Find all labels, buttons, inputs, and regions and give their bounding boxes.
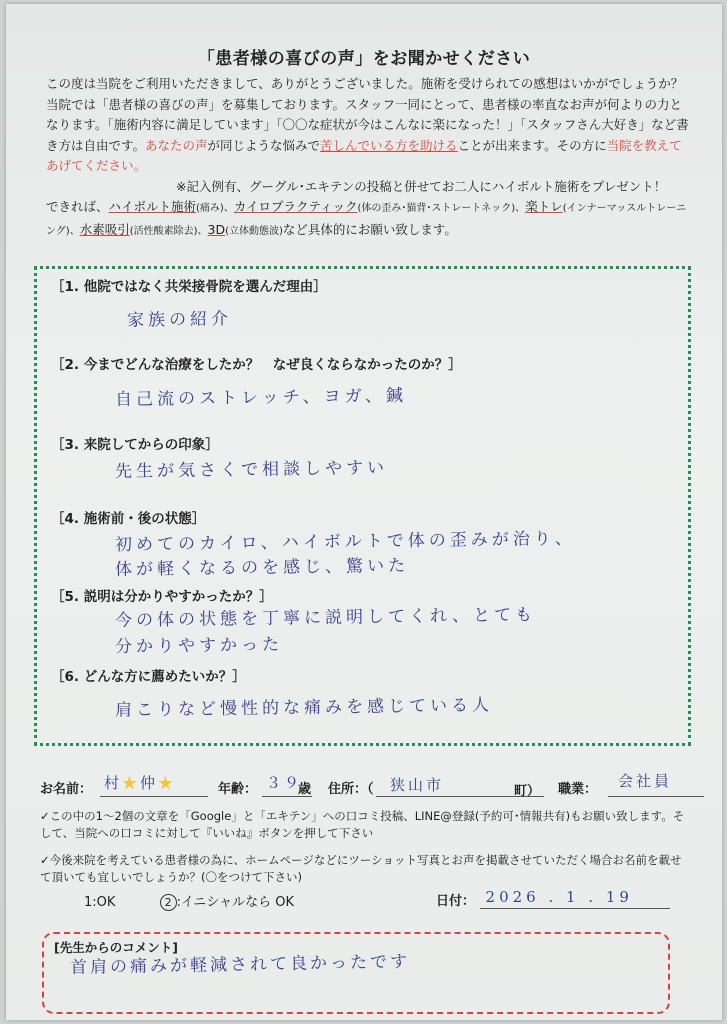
question-3-label: ［3. 来院してからの印象］ <box>51 437 219 453</box>
intro-paragraph-2: 当院では「患者様の喜びの声」を募集しております。スタッフ一同にとって、患者様の率直なお声が何よりの力となります。「施術内容に満足しています」「〇〇な症状が今はこんなに楽になった！」「スタッフさん大好き」など書き方は自由です。あなたの声が同じような悩みで苦しんでいる方を助けることが出来ます。その方に当院を教えてあげてください。 <box>46 96 689 173</box>
job-label: 職業： <box>558 782 598 797</box>
age-underline <box>262 796 312 797</box>
comment-label: [先生からのコメント] <box>54 940 178 955</box>
questions-box <box>34 266 691 746</box>
option-initials-label[interactable]: :イニシャルなら OK <box>176 895 295 910</box>
question-4-answer-line-1[interactable]: 初めてのカイロ、ハイボルトで体の歪みが治り、 <box>114 528 576 556</box>
name-value[interactable]: 村★仲★ <box>104 774 177 792</box>
question-2-answer[interactable]: 自己流のストレッチ、ヨガ、鍼 <box>114 385 408 411</box>
intro-paragraph-3: ※記入例有、グーグル･エキテンの投稿と併せてお二人にハイボルト施術をプレゼント！ <box>176 178 667 194</box>
intro-paragraph-4: できれば、ハイボルト施術(痛み)、カイロプラクティック(体の歪み･猫背･ストレートネック)、楽トレ(インナーマッスルトレーニング)、水素吸引(活性酸素除去)、3D(立体動態波)など具体的にお願い致します。 <box>46 199 687 237</box>
date-underline <box>480 908 670 909</box>
comment-text[interactable]: 首肩の痛みが軽減されて良かったです <box>69 952 411 978</box>
option-ok[interactable]: 1:OK <box>84 895 116 910</box>
option-initials-circle[interactable]: 2 <box>160 894 177 911</box>
age-value[interactable]: ３９ <box>266 774 303 792</box>
page-title: 「患者様の喜びの声」をお聞かせください <box>197 49 531 69</box>
question-1-answer[interactable]: 家族の紹介 <box>126 309 233 331</box>
job-underline <box>608 796 704 797</box>
question-5-label: ［5. 説明は分かりやすかったか？］ <box>51 589 273 605</box>
question-5-answer-line-2[interactable]: 分かりやすかった <box>114 634 284 658</box>
date-label: 日付： <box>436 894 476 909</box>
consent-options <box>84 891 294 911</box>
date-value[interactable]: 2026 . 1 . 19 <box>485 888 633 906</box>
town-suffix: 町） <box>514 784 541 799</box>
question-6-answer[interactable]: 肩こりなど慢性的な痛みを感じている人 <box>114 695 494 721</box>
question-4-label: ［4. 施術前・後の状態］ <box>51 511 206 527</box>
name-label: お名前： <box>40 782 93 797</box>
note-review-request: ✓この中の1〜2個の文章を「Google」と「エキテン」への口コミ投稿、LINE@登録(予約可･情報共有)もお願い致します。そして、当院への口コミに対して『いいね』ボタンを押して下さい <box>40 809 685 840</box>
question-5-answer-line-1[interactable]: 今の体の状態を丁寧に説明してくれ、とても <box>114 605 537 631</box>
star-icon: ★ <box>158 774 177 792</box>
name-underline <box>100 796 208 797</box>
address-label: 住所：（ <box>328 782 374 797</box>
intro-paragraph-1: この度は当院をご利用いただきまして、ありがとうございました。施術を受けられての感想はいかがでしょうか？ <box>46 76 684 91</box>
staff-comment-box <box>42 932 670 1014</box>
question-4-answer-line-2[interactable]: 体が軽くなるのを感じ、驚いた <box>114 555 410 581</box>
star-icon: ★ <box>122 774 141 792</box>
age-label: 年齢： <box>218 782 258 797</box>
question-3-answer[interactable]: 先生が気さくで相談しやすい <box>114 458 389 482</box>
date-field <box>436 890 633 909</box>
survey-sheet <box>6 4 722 1020</box>
address-underline <box>376 796 544 797</box>
question-6-label: ［6. どんな方に薦めたいか？］ <box>51 669 246 685</box>
intro-text <box>46 74 692 242</box>
question-2-label: ［2. 今までどんな治療をしたか？ なぜ良くならなかったのか？］ <box>51 357 462 373</box>
address-value[interactable]: 狭山市 <box>390 776 445 794</box>
job-value[interactable]: 会社員 <box>618 772 673 790</box>
age-unit: 歳 <box>298 782 312 797</box>
question-1-label: ［1. 他院ではなく共栄接骨院を選んだ理由］ <box>51 279 327 295</box>
note-photo-consent: ✓今後来院を考えている患者様の為に、ホームページなどにツーショット写真とお声を掲載させていただく場合お名前を載せて頂いても宜しいでしょうか？(〇をつけて下さい) <box>40 853 682 884</box>
